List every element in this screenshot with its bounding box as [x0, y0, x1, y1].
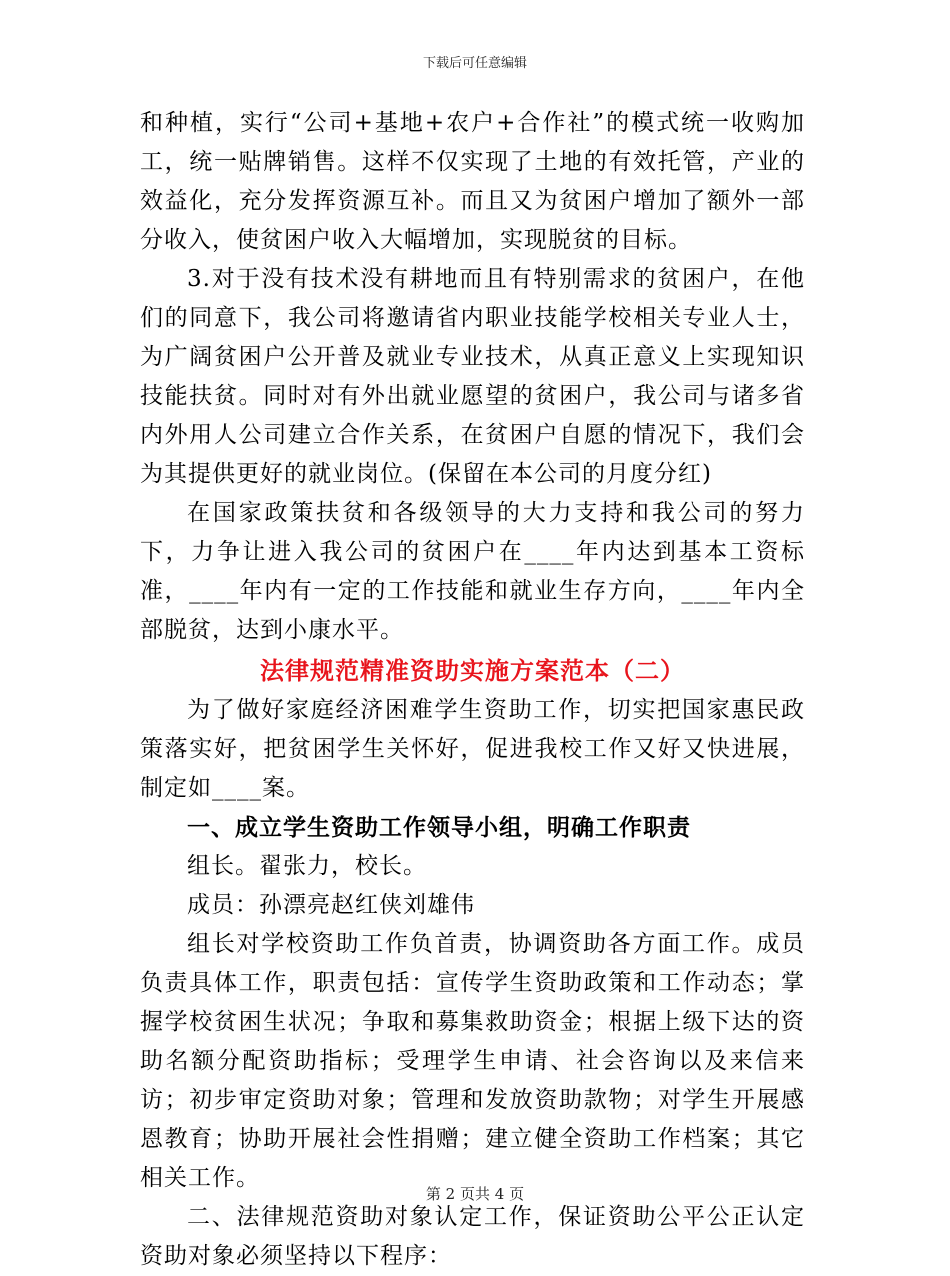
paragraph-goal: 在国家政策扶贫和各级领导的大力支持和我公司的努力下，力争让进入我公司的贫困户在____年内达到基本工资标准，____年内有一定的工作技能和就业生存方向，____年内全部脱贫，达到小康水平。: [140, 500, 805, 643]
page-header: 下载后可任意编辑: [422, 56, 527, 71]
document-body: [140, 104, 805, 1276]
paragraph-intro: 为了做好家庭经济困难学生资助工作，切实把国家惠民政策落实好，把贫困学生关怀好，促进我校工作又好又快进展，制定如____案。: [140, 697, 805, 801]
paragraph-leader: 组长。翟张力，校长。: [187, 853, 427, 879]
heading-section-2: 二、法律规范资助对象认定工作，保证资助公平公正认定资助对象必须坚持以下程序：: [140, 1204, 805, 1269]
paragraph-continuation: 和种植，实行“公司+基地+农户+合作社”的模式统一收购加工，统一贴牌销售。这样不仅实现了土地的有效托管，产业的效益化，充分发挥资源互补。而且又为贫困户增加了额外一部分收入，使贫困户收入大幅增加，实现脱贫的目标。: [140, 110, 805, 253]
page-footer: 第 2 页共 4 页: [425, 1185, 525, 1203]
paragraph-duties: 组长对学校资助工作负首责，协调资助各方面工作。成员负责具体工作，职责包括：宣传学生资助政策和工作动态；掌握学校贫困生状况；争取和募集救助资金；根据上级下达的资助名额分配资助指标；受理学生申请、社会咨询以及来信来访；初步审定资助对象；管理和发放资助款物；对学生开展感恩教育；协助开展社会性捐赠；建立健全资助工作档案；其它相关工作。: [140, 931, 805, 1191]
paragraph-members: 成员：孙漂亮赵红侠刘雄伟: [187, 892, 475, 918]
heading-section-1: 一、成立学生资助工作领导小组，明确工作职责: [187, 814, 691, 841]
paragraph-item-3: 3.对于没有技术没有耕地而且有特别需求的贫困户，在他们的同意下，我公司将邀请省内职业技能学校相关专业人士，为广阔贫困户公开普及就业专业技术，从真正意义上实现知识技能扶贫。同时对有外出就业愿望的贫困户，我公司与诸多省内外用人公司建立合作关系，在贫困户自愿的情况下，我们会为其提供更好的就业岗位。(保留在本公司的月度分红): [140, 266, 805, 487]
section-title: 法律规范精准资助实施方案范本（二）: [260, 656, 685, 685]
